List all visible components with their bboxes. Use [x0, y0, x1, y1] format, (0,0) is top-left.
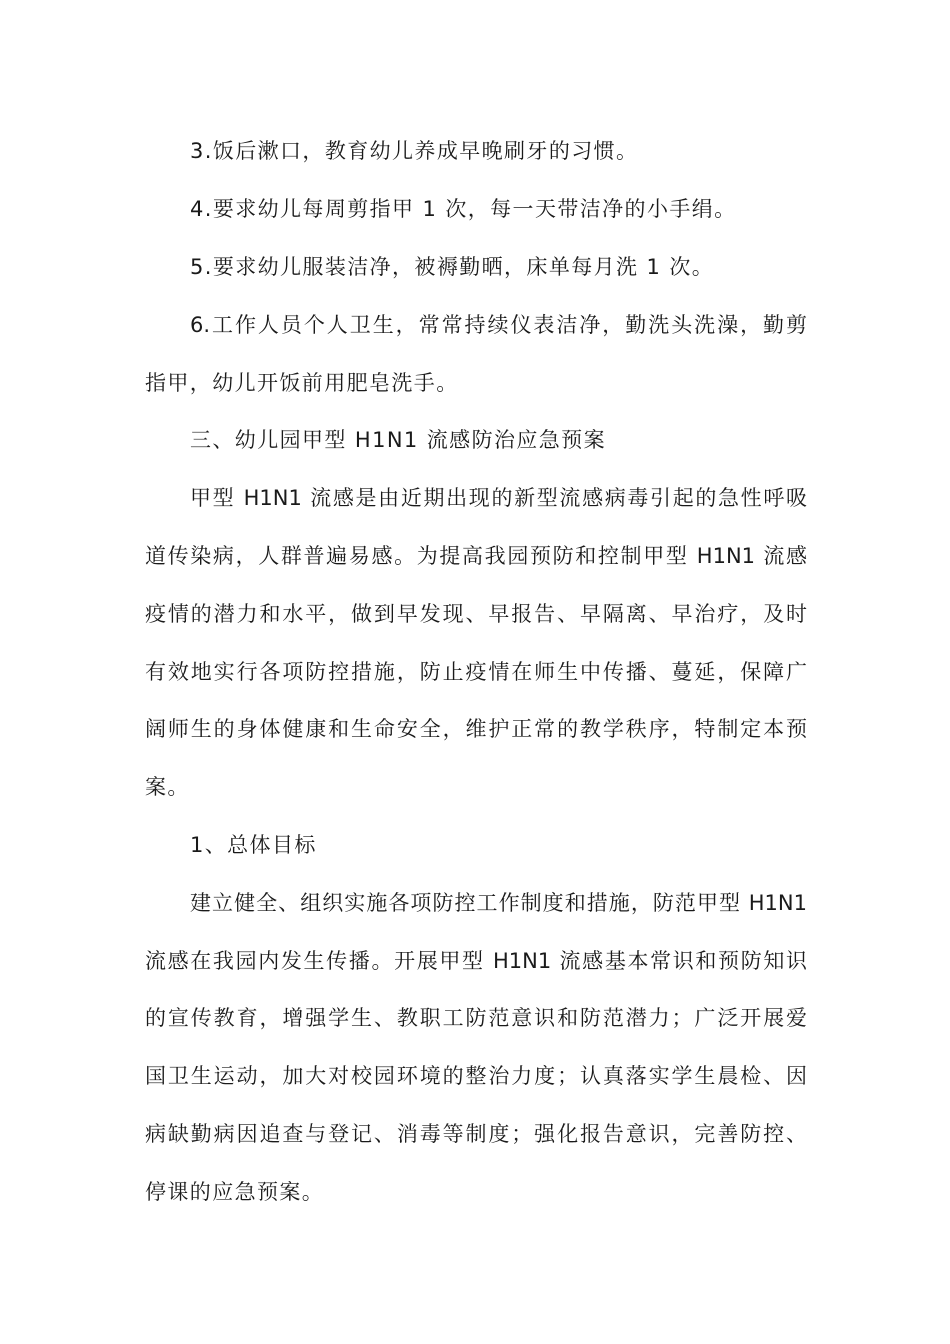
paragraph-line: 国卫生运动，加大对校园环境的整治力度；认真落实学生晨检、因	[145, 1064, 807, 1088]
paragraph-line: 甲型 H1N1 流感是由近期出现的新型流感病毒引起的急性呼吸	[190, 486, 807, 510]
paragraph-line: 的宣传教育，增强学生、教职工防范意识和防范潜力；广泛开展爱	[145, 1006, 807, 1030]
paragraph-line: 有效地实行各项防控措施，防止疫情在师生中传播、蔓延，保障广	[145, 660, 807, 684]
paragraph-line: 5.要求幼儿服装洁净，被褥勤晒，床单每月洗 1 次。	[190, 255, 715, 279]
paragraph-line: 疫情的潜力和水平，做到早发现、早报告、早隔离、早治疗，及时	[145, 602, 807, 626]
paragraph-line: 案。	[145, 775, 190, 799]
paragraph-line: 道传染病，人群普遍易感。为提高我园预防和控制甲型 H1N1 流感	[145, 544, 807, 568]
paragraph-line: 6.工作人员个人卫生，常常持续仪表洁净，勤洗头洗澡，勤剪	[190, 313, 807, 337]
subsection-heading: 1、总体目标	[190, 833, 317, 857]
paragraph-line: 阔师生的身体健康和生命安全，维护正常的教学秩序，特制定本预	[145, 717, 807, 741]
paragraph-line: 3.饭后漱口，教育幼儿养成早晚刷牙的习惯。	[190, 139, 639, 163]
paragraph-line: 停课的应急预案。	[145, 1180, 325, 1204]
section-heading: 三、幼儿园甲型 H1N1 流感防治应急预案	[190, 428, 606, 452]
paragraph-line: 建立健全、组织实施各项防控工作制度和措施，防范甲型 H1N1	[190, 891, 807, 915]
paragraph-line: 指甲，幼儿开饭前用肥皂洗手。	[145, 371, 459, 395]
paragraph-line: 4.要求幼儿每周剪指甲 1 次，每一天带洁净的小手绢。	[190, 197, 737, 221]
paragraph-line: 病缺勤病因追查与登记、消毒等制度；强化报告意识，完善防控、	[145, 1122, 807, 1146]
paragraph-line: 流感在我园内发生传播。开展甲型 H1N1 流感基本常识和预防知识	[145, 949, 807, 973]
